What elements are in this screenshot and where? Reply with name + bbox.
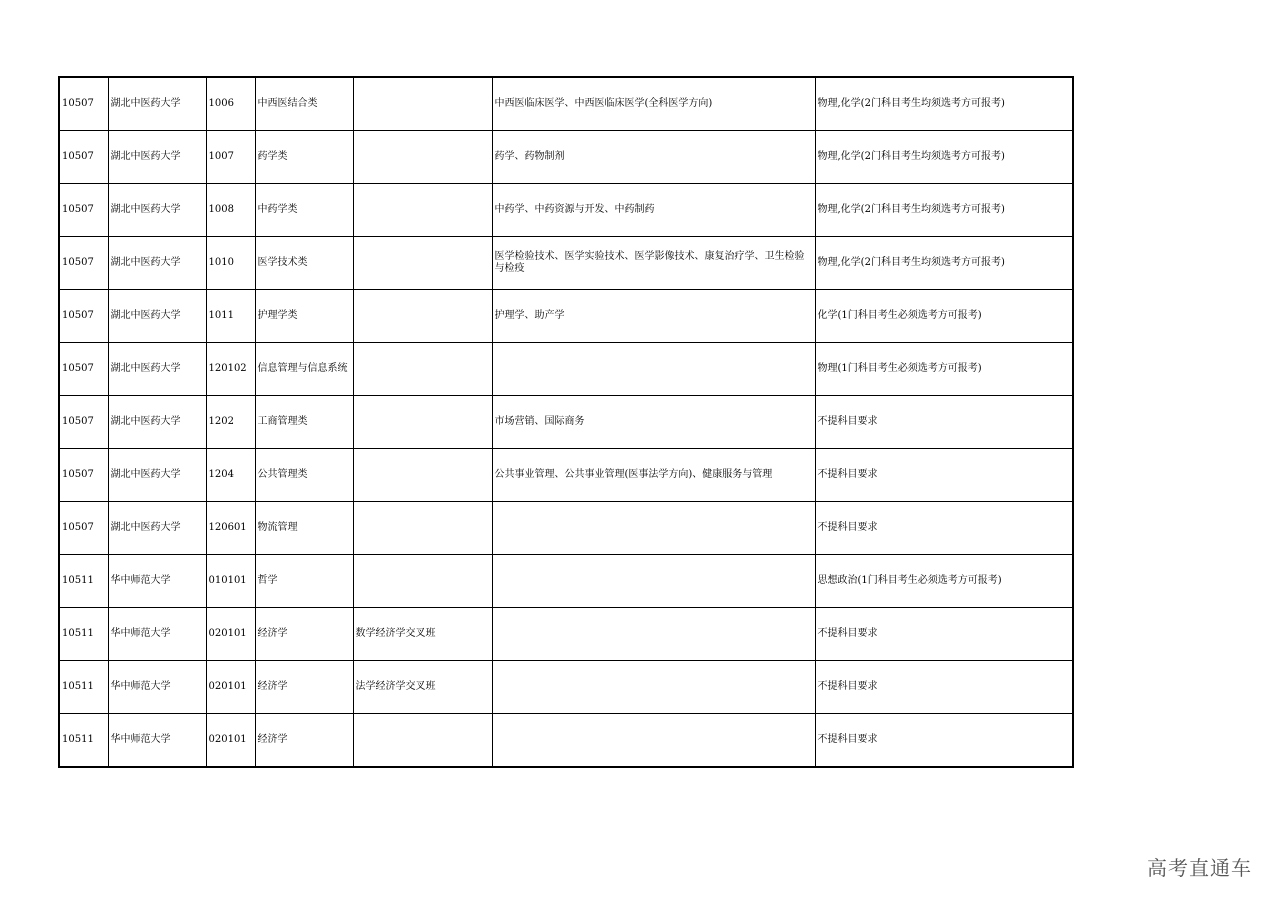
table-row: [59, 608, 1073, 661]
major-note-cell: [353, 77, 492, 131]
major-name-cell: 经济学: [255, 714, 353, 768]
school-code-cell: 10511: [59, 661, 108, 714]
subject-requirement-cell: 不提科目要求: [815, 608, 1073, 661]
major-note-cell: [353, 343, 492, 396]
included-majors-cell: [492, 502, 815, 555]
included-majors-cell: 中西医临床医学、中西医临床医学(全科医学方向): [492, 77, 815, 131]
school-name-cell: 华中师范大学: [108, 555, 206, 608]
included-majors-cell: [492, 608, 815, 661]
major-name-cell: 物流管理: [255, 502, 353, 555]
major-name-cell: 工商管理类: [255, 396, 353, 449]
table-row: [59, 290, 1073, 343]
table-body: [59, 77, 1073, 767]
subject-requirement-cell: 不提科目要求: [815, 502, 1073, 555]
major-code-cell: 1204: [206, 449, 255, 502]
major-name-cell: 中西医结合类: [255, 77, 353, 131]
major-note-cell: [353, 396, 492, 449]
table-row: [59, 555, 1073, 608]
major-note-cell: [353, 237, 492, 290]
major-code-cell: 1011: [206, 290, 255, 343]
included-majors-cell: [492, 555, 815, 608]
subject-requirement-cell: 物理,化学(2门科目考生均须选考方可报考): [815, 77, 1073, 131]
major-note-cell: 法学经济学交叉班: [353, 661, 492, 714]
table-row: [59, 449, 1073, 502]
subject-requirement-cell: 思想政治(1门科目考生必须选考方可报考): [815, 555, 1073, 608]
major-code-cell: 1202: [206, 396, 255, 449]
included-majors-cell: 市场营销、国际商务: [492, 396, 815, 449]
table-row: [59, 396, 1073, 449]
subject-requirements-table: [58, 76, 1074, 768]
school-name-cell: 湖北中医药大学: [108, 502, 206, 555]
major-code-cell: 120102: [206, 343, 255, 396]
school-code-cell: 10507: [59, 131, 108, 184]
major-name-cell: 公共管理类: [255, 449, 353, 502]
major-code-cell: 020101: [206, 661, 255, 714]
major-note-cell: [353, 502, 492, 555]
table-row: [59, 77, 1073, 131]
included-majors-cell: [492, 714, 815, 768]
school-name-cell: 湖北中医药大学: [108, 396, 206, 449]
major-note-cell: [353, 131, 492, 184]
school-name-cell: 华中师范大学: [108, 714, 206, 768]
major-note-cell: [353, 555, 492, 608]
school-code-cell: 10507: [59, 184, 108, 237]
subject-requirement-cell: 物理,化学(2门科目考生均须选考方可报考): [815, 131, 1073, 184]
major-name-cell: 经济学: [255, 661, 353, 714]
major-code-cell: 020101: [206, 608, 255, 661]
major-code-cell: 120601: [206, 502, 255, 555]
school-code-cell: 10511: [59, 714, 108, 768]
major-name-cell: 哲学: [255, 555, 353, 608]
subject-requirement-cell: 物理,化学(2门科目考生均须选考方可报考): [815, 184, 1073, 237]
school-code-cell: 10511: [59, 555, 108, 608]
school-name-cell: 湖北中医药大学: [108, 131, 206, 184]
school-name-cell: 湖北中医药大学: [108, 343, 206, 396]
subject-requirement-cell: 物理(1门科目考生必须选考方可报考): [815, 343, 1073, 396]
table-row: [59, 714, 1073, 768]
school-code-cell: 10507: [59, 502, 108, 555]
subject-requirement-cell: 不提科目要求: [815, 714, 1073, 768]
table-row: [59, 343, 1073, 396]
major-note-cell: 数学经济学交叉班: [353, 608, 492, 661]
school-name-cell: 湖北中医药大学: [108, 449, 206, 502]
table-row: [59, 131, 1073, 184]
school-name-cell: 华中师范大学: [108, 661, 206, 714]
major-code-cell: 020101: [206, 714, 255, 768]
school-name-cell: 湖北中医药大学: [108, 290, 206, 343]
school-code-cell: 10507: [59, 290, 108, 343]
school-code-cell: 10507: [59, 77, 108, 131]
watermark: 高考直通车: [1147, 856, 1252, 880]
subject-requirement-cell: 不提科目要求: [815, 661, 1073, 714]
included-majors-cell: 护理学、助产学: [492, 290, 815, 343]
major-code-cell: 010101: [206, 555, 255, 608]
table-row: [59, 661, 1073, 714]
major-name-cell: 信息管理与信息系统: [255, 343, 353, 396]
major-name-cell: 护理学类: [255, 290, 353, 343]
major-note-cell: [353, 714, 492, 768]
major-name-cell: 药学类: [255, 131, 353, 184]
major-code-cell: 1008: [206, 184, 255, 237]
included-majors-cell: [492, 343, 815, 396]
subject-requirement-cell: 化学(1门科目考生必须选考方可报考): [815, 290, 1073, 343]
school-name-cell: 湖北中医药大学: [108, 184, 206, 237]
school-code-cell: 10507: [59, 449, 108, 502]
school-name-cell: 华中师范大学: [108, 608, 206, 661]
school-code-cell: 10511: [59, 608, 108, 661]
major-name-cell: 经济学: [255, 608, 353, 661]
subject-requirement-cell: 不提科目要求: [815, 396, 1073, 449]
major-note-cell: [353, 449, 492, 502]
included-majors-cell: 中药学、中药资源与开发、中药制药: [492, 184, 815, 237]
major-code-cell: 1010: [206, 237, 255, 290]
major-name-cell: 中药学类: [255, 184, 353, 237]
included-majors-cell: 药学、药物制剂: [492, 131, 815, 184]
school-name-cell: 湖北中医药大学: [108, 237, 206, 290]
table-row: [59, 237, 1073, 290]
school-name-cell: 湖北中医药大学: [108, 77, 206, 131]
table-row: [59, 184, 1073, 237]
included-majors-cell: 医学检验技术、医学实验技术、医学影像技术、康复治疗学、卫生检验与检疫: [492, 237, 815, 290]
major-name-cell: 医学技术类: [255, 237, 353, 290]
school-code-cell: 10507: [59, 237, 108, 290]
major-note-cell: [353, 184, 492, 237]
table-row: [59, 502, 1073, 555]
major-note-cell: [353, 290, 492, 343]
major-code-cell: 1007: [206, 131, 255, 184]
subject-requirement-cell: 不提科目要求: [815, 449, 1073, 502]
included-majors-cell: 公共事业管理、公共事业管理(医事法学方向)、健康服务与管理: [492, 449, 815, 502]
school-code-cell: 10507: [59, 396, 108, 449]
major-code-cell: 1006: [206, 77, 255, 131]
included-majors-cell: [492, 661, 815, 714]
subject-requirement-cell: 物理,化学(2门科目考生均须选考方可报考): [815, 237, 1073, 290]
school-code-cell: 10507: [59, 343, 108, 396]
